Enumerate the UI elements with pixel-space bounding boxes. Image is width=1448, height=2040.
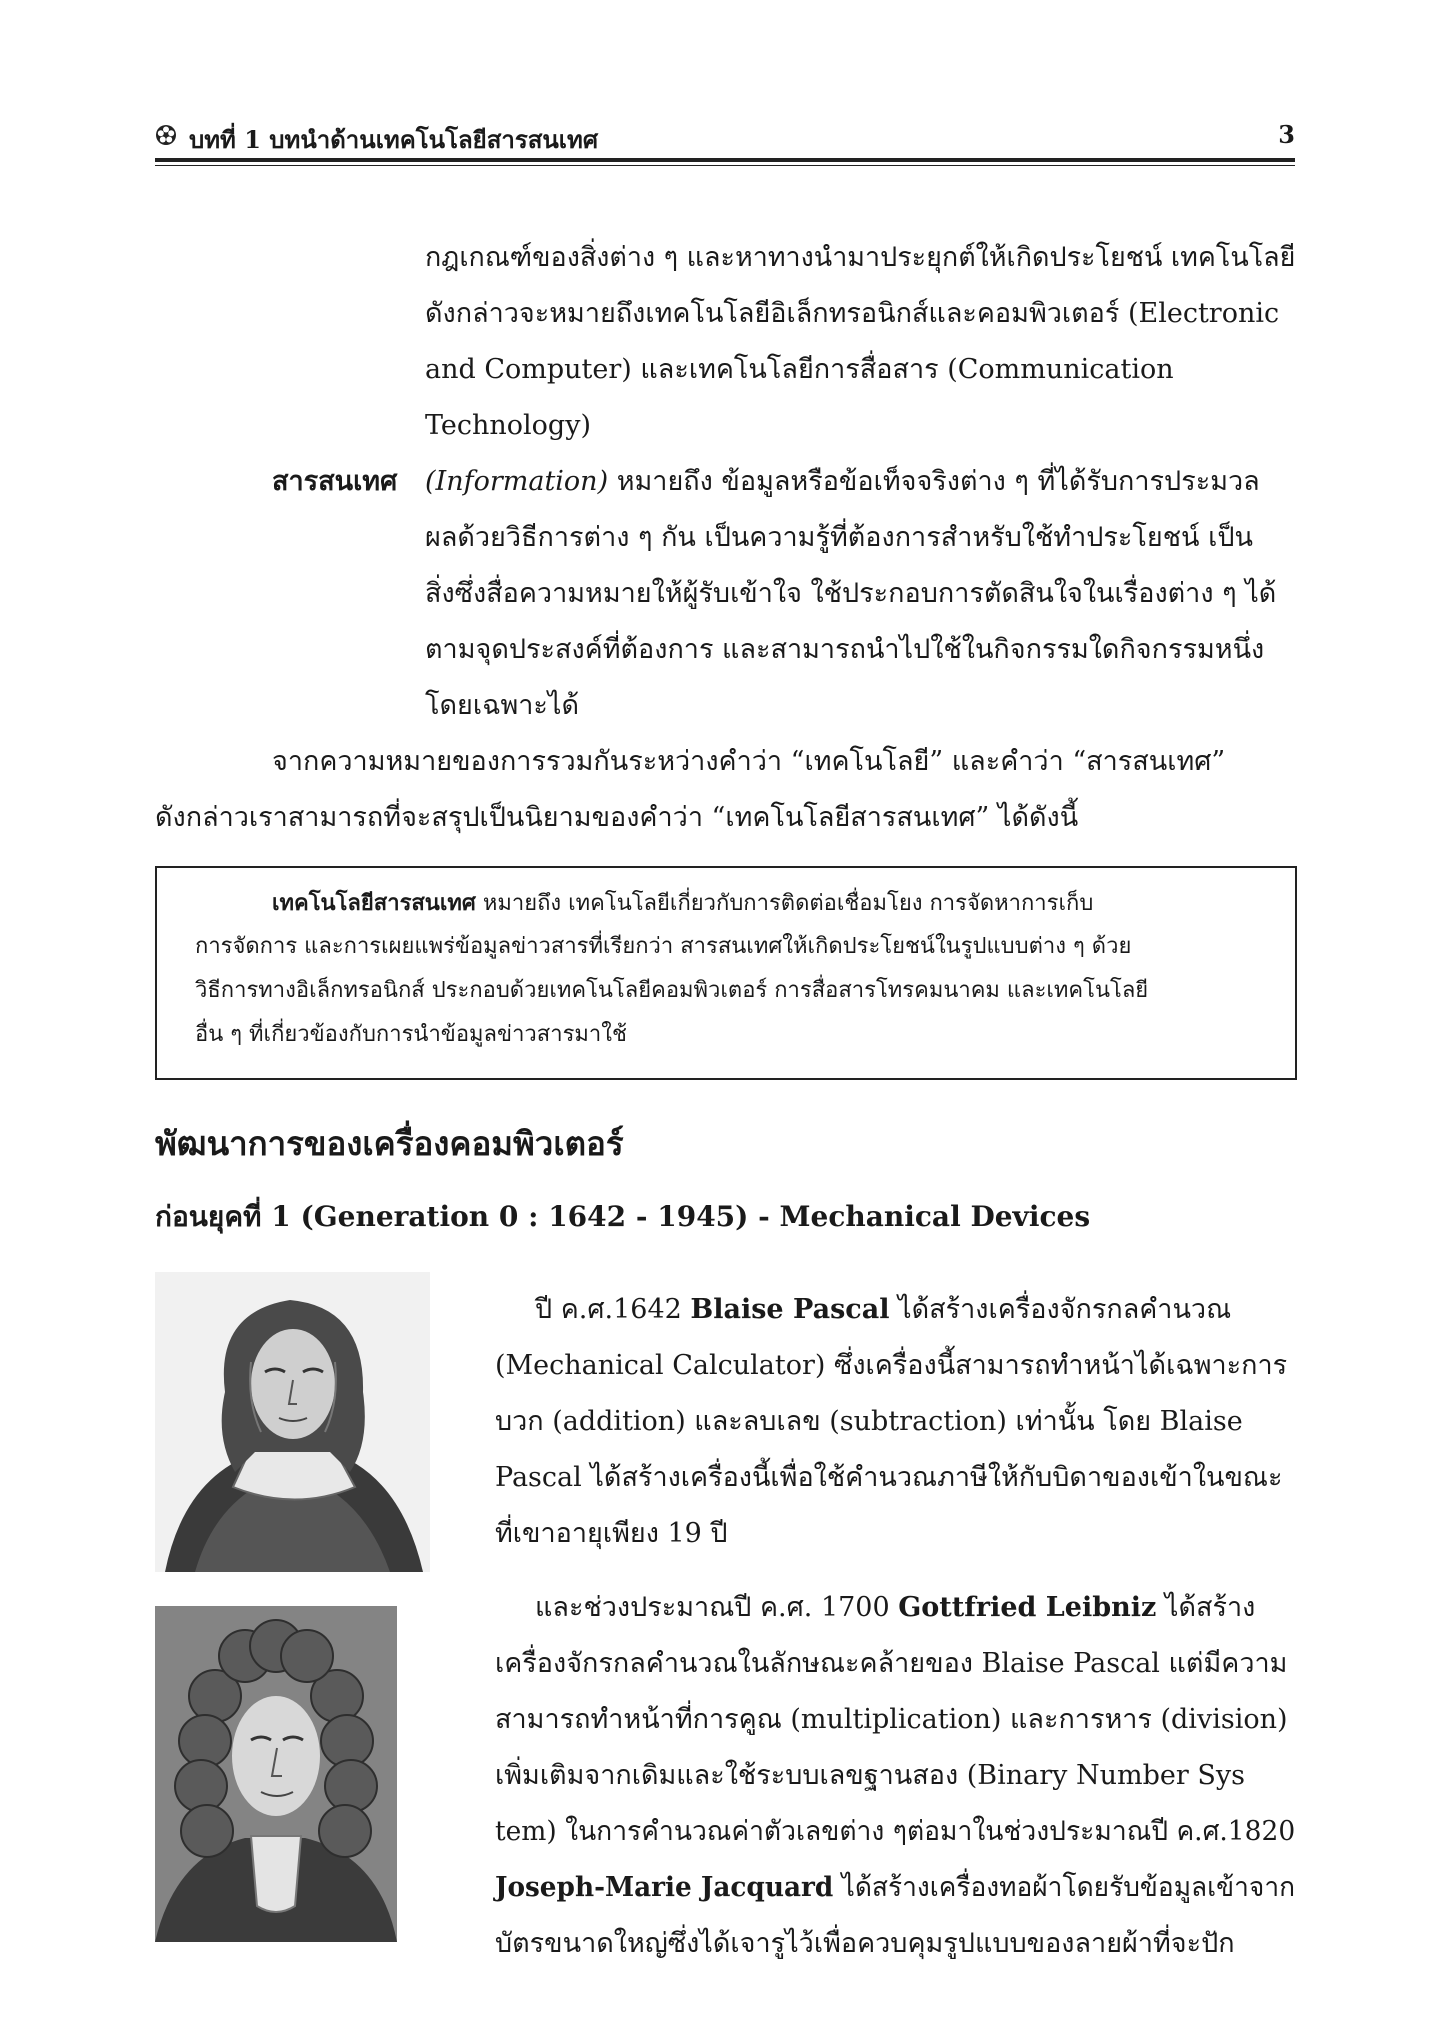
header-rule-thick xyxy=(155,158,1295,162)
pascal-engraving-image xyxy=(155,1272,430,1572)
jacquard-name: Joseph-Marie Jacquard xyxy=(495,1872,834,1903)
tech-line-3: and Computer) และเทคโนโลยีการสื่อสาร (Communication xyxy=(425,354,1174,385)
leibniz-line-1-text: ได้สร้าง xyxy=(1156,1592,1256,1623)
def-line-3: วิธีการทางอิเล็กทรอนิกส์ ประกอบด้วยเทคโนโลยีคอมพิวเตอร์ การสื่อสารโทรคมนาคม และเทคโนโลยี xyxy=(195,978,1149,1003)
pascal-line-2: (Mechanical Calculator) ซึ่งเครื่องนี้สามารถทำหน้าได้เฉพาะการ xyxy=(495,1350,1288,1381)
header-rule-thin xyxy=(155,165,1295,166)
pascal-line-4: Pascal ได้สร้างเครื่องนี้เพื่อใช้คำนวณภาษีให้กับบิดาของเข้าในขณะ xyxy=(495,1462,1283,1493)
info-line-5: โดยเฉพาะได้ xyxy=(425,690,580,721)
leibniz-lead: และช่วงประมาณปี ค.ศ. 1700 xyxy=(535,1592,899,1623)
pascal-name: Blaise Pascal xyxy=(690,1294,890,1325)
leibniz-name: Gottfried Leibniz xyxy=(898,1592,1157,1623)
summary-line-2: ดังกล่าวเราสามารถที่จะสรุปเป็นนิยามของคำว่า “เทคโนโลยีสารสนเทศ” ได้ดังนี้ xyxy=(155,802,1079,833)
leibniz-engraving-image xyxy=(155,1606,397,1942)
leibniz-line-2: เครื่องจักรกลคำนวณในลักษณะคล้ายของ Blaise Pascal แต่มีความ xyxy=(495,1648,1288,1679)
leibniz-line-4: เพิ่มเติมจากเดิมและใช้ระบบเลขฐานสอง (Binary Number Sys xyxy=(495,1760,1245,1791)
def-line-2: การจัดการ และการเผยแพร่ข้อมูลข่าวสารที่เรียกว่า สารสนเทศให้เกิดประโยชน์ในรูปแบบต่าง ๆ ด้วย xyxy=(195,934,1132,959)
tech-line-1: กฎเกณฑ์ของสิ่งต่าง ๆ และหาทางนำมาประยุกต์ให้เกิดประโยชน์ เทคโนโลยี xyxy=(425,242,1296,273)
pascal-line-1-text: ได้สร้างเครื่องจักรกลคำนวณ xyxy=(889,1294,1232,1325)
summary-line-1: จากความหมายของการรวมกันระหว่างคำว่า “เทคโนโลยี” และคำว่า “สารสนเทศ” xyxy=(272,746,1226,777)
def-line-1 xyxy=(272,886,1093,921)
def-line-1-text: หมายถึง เทคโนโลยีเกี่ยวกับการติดต่อเชื่อมโยง การจัดหาการเก็บ xyxy=(475,891,1094,916)
flower-bullet-icon xyxy=(155,124,177,146)
leibniz-line-5: tem) ในการคำนวณค่าตัวเลขต่าง ๆต่อมาในช่วงประมาณปี ค.ศ.1820 xyxy=(495,1816,1296,1847)
info-line-1-text: หมายถึง ข้อมูลหรือข้อเท็จจริงต่าง ๆ ที่ได้รับการประมวล xyxy=(616,466,1260,497)
pascal-portrait xyxy=(155,1272,430,1572)
info-line-2: ผลด้วยวิธีการต่าง ๆ กัน เป็นความรู้ที่ต้องการสำหรับใช้ทำประโยชน์ เป็น xyxy=(425,522,1253,553)
info-line-4: ตามจุดประสงค์ที่ต้องการ และสามารถนำไปใช้ในกิจกรรมใดกิจกรรมหนึ่ง xyxy=(425,634,1265,665)
leibniz-line-3: สามารถทำหน้าที่การคูณ (multiplication) และการหาร (division) xyxy=(495,1704,1288,1735)
section-subheading: ก่อนยุคที่ 1 (Generation 0 : 1642 - 1945) - Mechanical Devices xyxy=(155,1200,1091,1233)
pascal-lead: ปี ค.ศ.1642 xyxy=(535,1294,691,1325)
leibniz-line-6-text: ได้สร้างเครื่องทอผ้าโดยรับข้อมูลเข้าจาก xyxy=(833,1872,1296,1903)
running-header xyxy=(155,120,1295,160)
def-term: เทคโนโลยีสารสนเทศ xyxy=(272,890,476,916)
info-line-3: สิ่งซึ่งสื่อความหมายให้ผู้รับเข้าใจ ใช้ประกอบการตัดสินใจในเรื่องต่าง ๆ ได้ xyxy=(425,578,1277,609)
leibniz-line-1 xyxy=(535,1588,1255,1628)
leibniz-line-6 xyxy=(495,1868,1295,1908)
section-heading: พัฒนาการของเครื่องคอมพิวเตอร์ xyxy=(155,1124,624,1163)
pascal-line-1 xyxy=(535,1290,1231,1330)
info-term-en: (Information) xyxy=(425,466,609,497)
tech-line-4: Technology) xyxy=(425,410,592,441)
def-line-4: อื่น ๆ ที่เกี่ยวข้องกับการนำข้อมูลข่าวสารมาใช้ xyxy=(195,1022,627,1047)
page-number: 3 xyxy=(1278,120,1295,149)
chapter-title: บทที่ 1 บทนำด้านเทคโนโลยีสารสนเทศ xyxy=(189,125,599,154)
definition-box xyxy=(155,866,1297,1080)
leibniz-portrait xyxy=(155,1606,397,1942)
leibniz-line-7: บัตรขนาดใหญ่ซึ่งได้เจารูไว้เพื่อควบคุมรูปแบบของลายผ้าที่จะปัก xyxy=(495,1928,1235,1959)
pascal-line-5: ที่เขาอายุเพียง 19 ปี xyxy=(495,1518,728,1549)
info-term: สารสนเทศ xyxy=(272,466,398,497)
tech-line-2: ดังกล่าวจะหมายถึงเทคโนโลยีอิเล็กทรอนิกส์และคอมพิวเตอร์ (Electronic xyxy=(425,298,1280,329)
pascal-line-3: บวก (addition) และลบเลข (subtraction) เท่านั้น โดย Blaise xyxy=(495,1406,1243,1437)
info-line-1 xyxy=(425,462,1260,502)
